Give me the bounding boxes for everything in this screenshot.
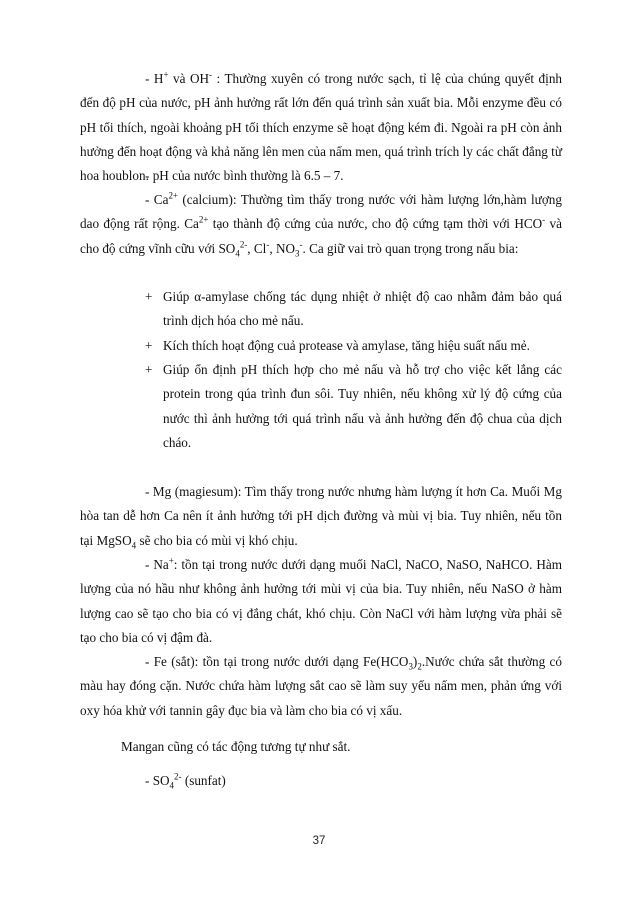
- bullet-mark-2: +: [145, 338, 153, 353]
- text-ca-6: , NO: [269, 240, 296, 256]
- paragraph-ph-normal: - pH của nước bình thường là 6.5 – 7.: [145, 168, 344, 183]
- text-hydrogen-body: : Thường xuyên có trong nước sạch, tỉ lệ của chúng quyết định đến độ pH của nước, pH ảnh hưởng rất lớn đến quá trình sản xuất bia. Mỗi enzyme đều có pH tối thích, ngoài khoảng pH tối thích enzyme sẽ hoạt động kém đi. Ngoài ra pH còn ảnh hưởng đến hoạt động và khả năng lên men của nấm men, quá trình trích ly các chất đắng từ hoa houblon.: [80, 71, 563, 184]
- text-so4-2: (sunfat): [181, 773, 226, 788]
- text-na: - Na: [145, 557, 169, 572]
- text-ca-4: và cho độ cứng vĩnh cữu với SO: [80, 216, 562, 256]
- text-na-2: : tồn tại trong nước dưới dạng muối NaCl, NaCO, NaSO, NaHCO. Hàm lượng của nó hầu như không ảnh hưởng tới mùi vị của bia. Tuy nhiên, nếu NaSO ở hàm lượng cao sẽ tạo cho bia có vị đắng chát, khó chịu. Còn NaCl với hàm lượng vừa phải sẽ tạo cho bia có vị đậm đà.: [80, 557, 562, 645]
- page-number: 37: [312, 835, 326, 847]
- sub-no3: 3: [295, 248, 300, 259]
- paragraph-iron: [80, 650, 562, 723]
- text-ca-7: . Ca giữ vai trò quan trọng trong nấu bia:: [302, 240, 519, 256]
- sup-ca1: 2+: [168, 190, 178, 201]
- text-fe-2: ): [412, 654, 418, 669]
- sub-fe-2: 2: [417, 661, 422, 672]
- bullet-mark-1: +: [145, 289, 153, 304]
- paragraph-calcium: [80, 188, 562, 261]
- sup-minus: -: [209, 69, 213, 80]
- text-mg: - Mg (magiesum): Tìm thấy trong nước nhưng hàm lượng ít hơn Ca. Muối Mg hòa tan dễ hơn Ca nên ít ảnh hưởng tới pH dịch đường và mùi vị bia. Tuy nhiên, nếu tồn tại MgSO: [80, 484, 562, 548]
- sup-no3: -: [299, 239, 303, 250]
- text-mg-2: sẽ cho bia có mùi vị khó chịu.: [136, 532, 298, 548]
- text-so4: - SO: [145, 773, 170, 788]
- text-ca: - Ca: [145, 192, 169, 207]
- sup-na: +: [168, 555, 174, 566]
- paragraph-magnesium: [80, 480, 562, 553]
- sup-ca2: 2+: [198, 214, 209, 225]
- sup-so4-s: 2-: [174, 771, 182, 782]
- bullet-mark-3: +: [145, 362, 153, 377]
- sup-so4: 2-: [239, 239, 248, 250]
- sup-hco: -: [542, 214, 546, 225]
- sub-so4: 4: [235, 248, 240, 259]
- paragraph-manganese: Mangan cũng có tác động tương tự như sắt.: [121, 739, 351, 754]
- sup-cl: -: [266, 239, 270, 250]
- text-ca-3: tạo thành độ cứng của nước, cho độ cứng tạm thời với HCO: [208, 216, 543, 232]
- sub-so4-s: 4: [169, 780, 175, 791]
- bullet-text-3: Giúp ổn định pH thích hợp cho mẻ nấu và hỗ trợ cho việc kết lắng các protein trong qúa trình đun sôi. Tuy nhiên, nếu không xử lý độ cứng của nước thì ảnh hưởng tới quá trình nấu và ảnh hưởng đến độ chua của dịch cháo.: [163, 362, 562, 450]
- text-ca-5: , Cl: [247, 240, 267, 256]
- sub-hco3: 3: [408, 661, 413, 672]
- paragraph-sulfate: [145, 769, 226, 793]
- text-ca-2: (calcium): Thường tìm thấy trong nước với hàm lượng lớn,hàm lượng dao động rất rộng. Ca: [80, 192, 562, 232]
- paragraph-sodium: [80, 553, 562, 650]
- text-h: - H: [145, 71, 164, 86]
- text-fe: - Fe (sắt): tồn tại trong nước dưới dạng Fe(HCO: [145, 654, 409, 669]
- text-fe-3: .Nước chứa sắt thường có màu hay đóng cặn. Nước chứa hàm lượng sắt cao sẽ làm suy yếu nấm men, phản ứng với oxy hóa khử với tannin gây đục bia và làm cho bia có vị xấu.: [80, 654, 562, 718]
- text-oh: và OH: [168, 71, 210, 86]
- sup-plus: +: [163, 69, 169, 80]
- sub-mgso4: 4: [131, 540, 137, 551]
- bullet-text-1: Giúp α-amylase chống tác dụng nhiệt ở nhiệt độ cao nhằm đảm bảo quá trình dịch hóa cho mẻ nấu.: [163, 289, 562, 329]
- bullet-text-2: Kích thích hoạt động cuả protease và amylase, tăng hiệu suất nấu mẻ.: [163, 338, 530, 353]
